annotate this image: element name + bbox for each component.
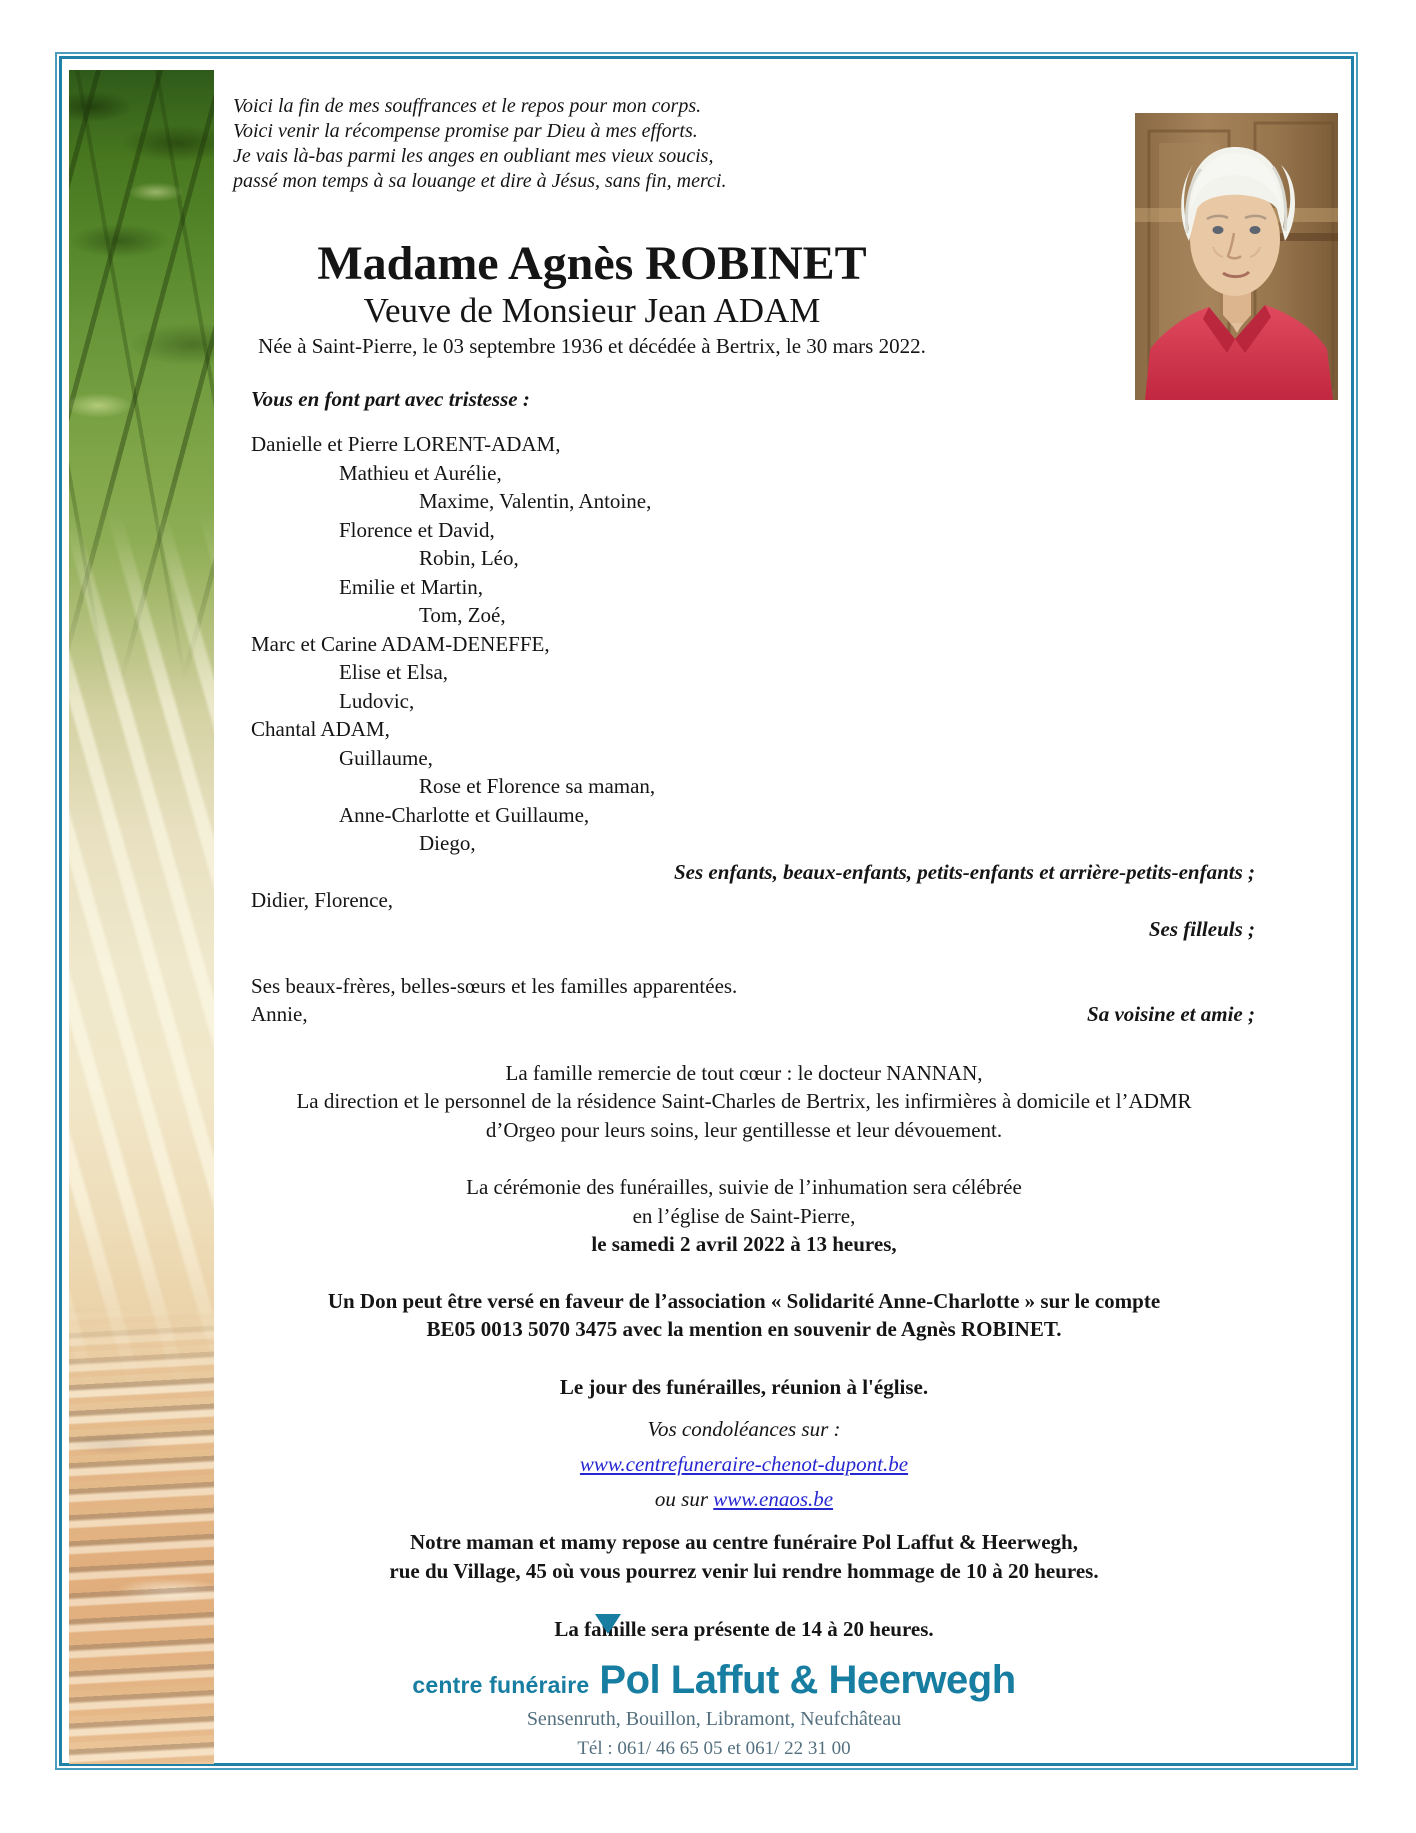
ceremony-date-line: le samedi 2 avril 2022 à 13 heures, [591, 1232, 897, 1256]
thanks-line: La famille remercie de tout cœur : le docteur NANNAN, [505, 1060, 983, 1085]
birth-death-line: Née à Saint-Pierre, le 03 septembre 1936 et décédée à Bertrix, le 30 mars 2022. [258, 334, 926, 358]
forest-path-image [69, 70, 214, 1764]
thanks-paragraph [233, 1059, 1255, 1145]
verse-line: Voici la fin de mes souffrances et le repos pour mon corps. [233, 95, 702, 117]
family-line: Elise et Elsa, [339, 660, 449, 684]
family-presence-line: La famille sera présente de 14 à 20 heures. [554, 1617, 934, 1641]
family-line: Robin, Léo, [419, 546, 519, 570]
logo-prefix-label: centre funéraire [412, 1671, 590, 1698]
logo-brand-name: Pol Laffut & Heerwegh [599, 1657, 1016, 1702]
family-line: Tom, Zoé, [419, 603, 506, 627]
funeral-home-phone: Tél : 061/ 46 65 05 et 061/ 22 31 00 [577, 1738, 851, 1759]
thanks-line: d’Orgeo pour leurs soins, leur gentillesse et leur dévouement. [485, 1117, 1003, 1142]
thanks-line: La direction et le personnel de la résidence Saint-Charles de Bertrix, les infirmières à domicile et l’ADMR [296, 1089, 1192, 1113]
logo-triangle-icon [595, 1614, 621, 1634]
family-line: Guillaume, [339, 745, 433, 770]
godchildren-names: Didier, Florence, [251, 888, 394, 912]
donation-account-line: BE05 0013 5070 3475 avec la mention en souvenir de Agnès ROBINET. [426, 1317, 1062, 1341]
sandy-path-texture [69, 1307, 214, 1764]
family-line: Mathieu et Aurélie, [339, 460, 502, 485]
role-neighbor-label: Sa voisine et amie ; [1087, 1002, 1255, 1026]
obituary-text-column [233, 70, 1255, 1760]
inlaws-line: Ses beaux-frères, belles-sœurs et les familles apparentées. [251, 973, 738, 998]
family-line: Florence et David, [339, 517, 495, 542]
family-line: Marc et Carine ADAM-DENEFFE, [251, 631, 550, 656]
role-godchildren-label: Ses filleuls ; [1148, 916, 1255, 941]
verse-line: Je vais là-bas parmi les anges en oubliant mes vieux soucis, [233, 145, 714, 167]
family-line: Diego, [419, 831, 476, 855]
repose-paragraph [233, 1528, 1255, 1586]
family-line: Danielle et Pierre LORENT-ADAM, [251, 432, 561, 456]
sunbeam-texture [69, 510, 214, 1391]
family-line: Maxime, Valentin, Antoine, [419, 489, 652, 513]
condolences-link-enaos[interactable]: www.enaos.be [713, 1487, 834, 1511]
repose-line: Notre maman et mamy repose au centre funéraire Pol Laffut & Heerwegh, [410, 1530, 1078, 1554]
family-line: Anne-Charlotte et Guillaume, [339, 802, 590, 827]
deceased-name-title: Madame Agnès ROBINET [317, 237, 867, 290]
role-children-label: Ses enfants, beaux-enfants, petits-enfants et arrière-petits-enfants ; [674, 859, 1255, 884]
family-list [233, 430, 1255, 1029]
family-line: Emilie et Martin, [339, 574, 484, 599]
condolences-intro: Vos condoléances sur : [647, 1417, 841, 1441]
condolences-block [233, 1412, 1255, 1517]
ceremony-paragraph [233, 1173, 1255, 1259]
announcement-intro: Vous en font part avec tristesse : [251, 387, 530, 411]
neighbor-row [233, 1000, 1255, 1029]
opening-verse [233, 94, 1255, 194]
widow-subtitle: Veuve de Monsieur Jean ADAM [363, 291, 821, 330]
funeral-home-locations: Sensenruth, Bouillon, Libramont, Neufchâteau [526, 1708, 902, 1730]
ceremony-line: en l’église de Saint-Pierre, [632, 1203, 856, 1228]
ceremony-line: La cérémonie des funérailles, suivie de l’inhumation sera célébrée [466, 1175, 1022, 1199]
family-line: Ludovic, [339, 688, 415, 713]
donation-paragraph [233, 1287, 1255, 1344]
verse-line: Voici venir la récompense promise par Dieu à mes efforts. [233, 120, 698, 142]
family-line: Chantal ADAM, [251, 717, 390, 741]
reunion-line: Le jour des funérailles, réunion à l'église. [559, 1374, 929, 1399]
verse-line: passé mon temps à sa louange et dire à Jésus, sans fin, merci. [233, 170, 727, 192]
neighbor-name: Annie, [251, 1002, 308, 1026]
repose-line: rue du Village, 45 où vous pourrez venir lui rendre hommage de 10 à 20 heures. [389, 1559, 1099, 1583]
donation-line: Un Don peut être versé en faveur de l’association « Solidarité Anne-Charlotte » sur le compte [327, 1288, 1161, 1313]
condolences-link-chenot-dupont[interactable]: www.centrefuneraire-chenot-dupont.be [579, 1452, 909, 1476]
condolences-or-prefix: ou sur [654, 1487, 709, 1511]
family-line: Rose et Florence sa maman, [419, 774, 656, 798]
deceased-title-block [233, 238, 951, 360]
funeral-home-logo [233, 1657, 1195, 1702]
